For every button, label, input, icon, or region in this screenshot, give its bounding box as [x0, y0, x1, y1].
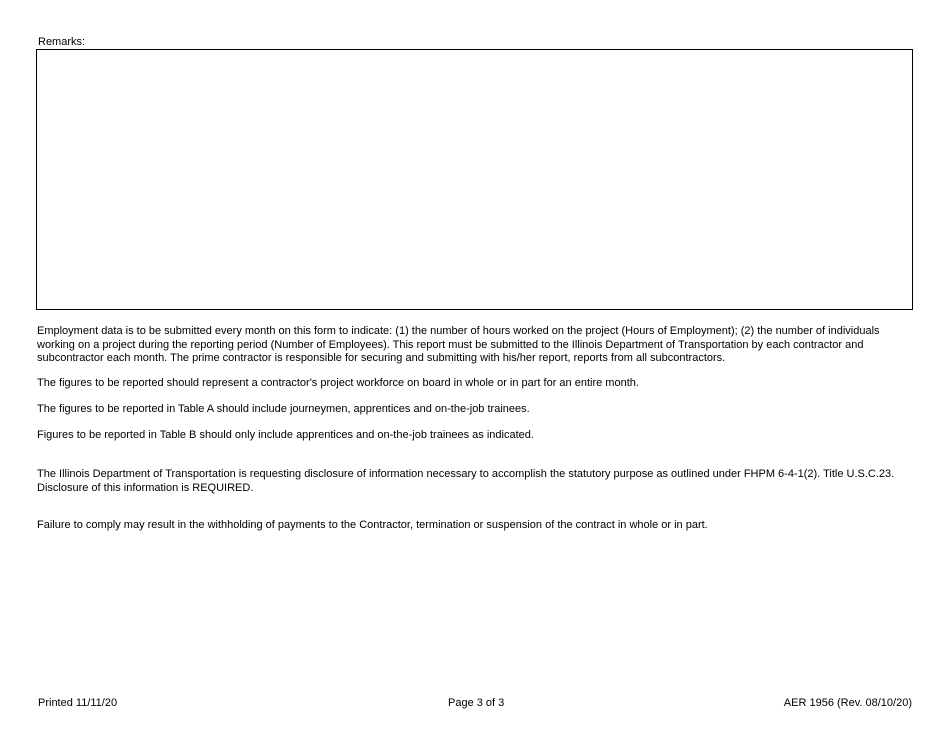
workforce-paragraph: The figures to be reported should represent a contractor's project workforce on board in whole or in part for an entire month. [37, 377, 639, 389]
printed-date: Printed 11/11/20 [38, 697, 118, 709]
remarks-label: Remarks: [38, 36, 86, 48]
page-number: Page 3 of 3 [448, 697, 505, 709]
failure-paragraph: Failure to comply may result in the withholding of payments to the Contractor, termination or suspension of the contract in whole or in part. [37, 519, 708, 531]
remarks-field[interactable] [36, 49, 913, 310]
disclosure-paragraph: The Illinois Department of Transportation is requesting disclosure of information necessary to accomplish the statutory purpose as outlined under FHPM 6-4-1(2). Title U.S.C.23. Disclosure of this information is REQUIRED. [37, 468, 895, 494]
form-id: AER 1956 (Rev. 08/10/20) [783, 697, 912, 709]
table-b-paragraph: Figures to be reported in Table B should only include apprentices and on-the-job trainees as indicated. [37, 429, 534, 441]
employment-data-paragraph: Employment data is to be submitted every month on this form to indicate: (1) the number of hours worked on the project (Hours of Employment); (2) the number of individuals working on a project during the reporting period (Number of Employees). This report must be submitted to the Illinois Department of Transportation by each contractor and subcontractor each month. The prime contractor is responsible for securing and submitting with his/her report, reports from all subcontractors. [37, 325, 880, 364]
table-a-paragraph: The figures to be reported in Table A should include journeymen, apprentices and on-the-job trainees. [37, 403, 530, 415]
